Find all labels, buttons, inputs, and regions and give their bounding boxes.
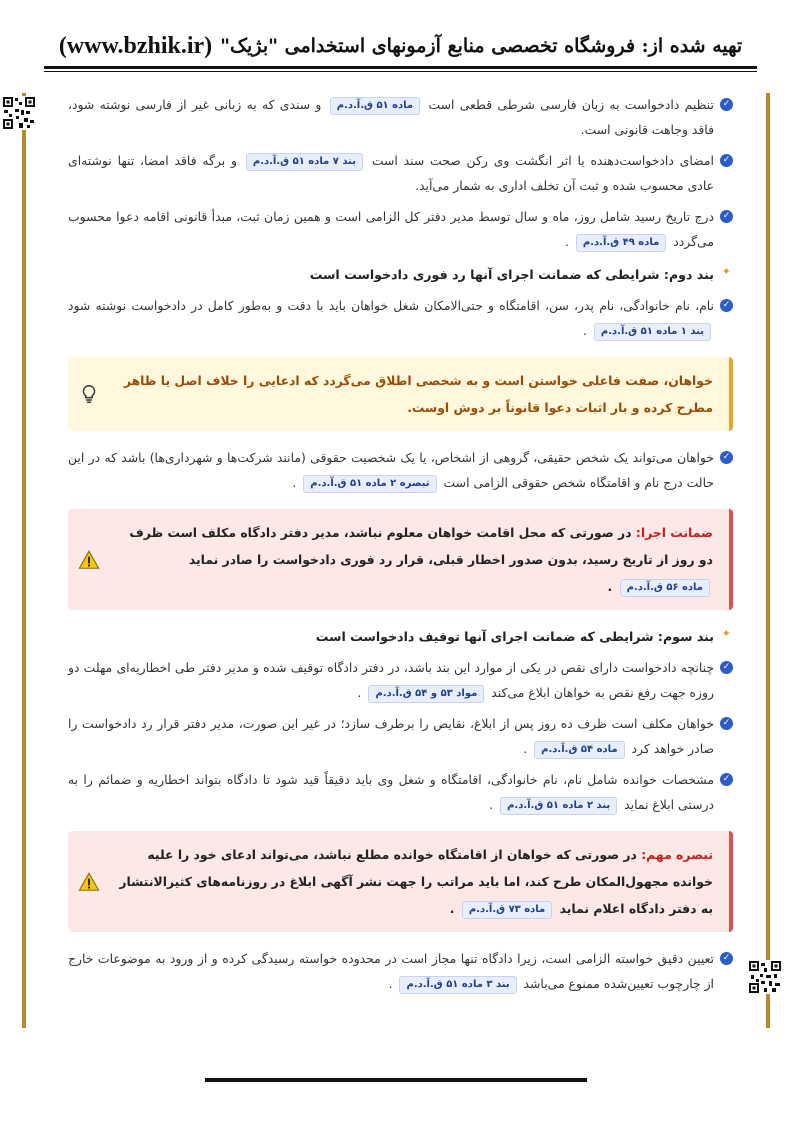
header-rule	[44, 66, 757, 69]
list-item: ✓ خواهان مکلف است ظرف ده روز پس از ابلاغ، نقایص را برطرف سازد؛ در غیر این صورت، مدیر دفتر قرار رد دادخواست را صادر خواهد کرد ماده ۵۴ ق.آ.د.م .	[68, 711, 733, 761]
law-reference-badge: ماده ۵۱ ق.آ.د.م	[330, 97, 420, 115]
warning-triangle-icon	[78, 549, 100, 571]
frame-right-border	[766, 93, 770, 1028]
list-item: ✓ مشخصات خوانده شامل نام، نام خانوادگی، اقامتگاه و شغل وی باید دقیقاً قید شود تا دادگاه بتواند اخطاریه و ضمائم را به درستی ابلاغ نماید بند ۲ ماده ۵۱ ق.آ.د.م .	[68, 767, 733, 817]
warning-triangle-icon	[78, 871, 100, 893]
law-reference-badge: مواد ۵۳ و ۵۴ ق.آ.د.م	[368, 685, 484, 703]
footer-rule	[205, 1078, 587, 1082]
list-item: ✓ خواهان می‌تواند یک شخص حقیقی، گروهی از اشخاص، یا یک شخصیت حقوقی (مانند شرکت‌ها و شهرداری‌ها) باشد که در این حالت درج نام و اقامتگاه شخص حقوقی الزامی است تبصره ۲ ماده ۵۱ ق.آ.د.م .	[68, 445, 733, 495]
check-circle-icon: ✓	[720, 154, 733, 167]
list-item: ✓ درج تاریخ رسید شامل روز، ماه و سال توسط مدیر دفتر کل الزامی است و همین زمان ثبت، مبدأ قانونی اقامه دعوا محسوب می‌گردد ماده ۴۹ ق.آ.د.م .	[68, 204, 733, 254]
section-heading: ✦ بند سوم: شرایطی که ضمانت اجرای آنها توقیف دادخواست است	[68, 624, 733, 649]
check-circle-icon: ✓	[720, 952, 733, 965]
check-circle-icon: ✓	[720, 661, 733, 674]
warning-label: تبصره مهم:	[641, 847, 713, 862]
law-reference-badge: بند ۳ ماده ۵۱ ق.آ.د.م	[399, 976, 516, 994]
warning-callout: تبصره مهم: در صورتی که خواهان از اقامتگاه خوانده مطلع نباشد، می‌تواند ادعای خود را علیه خوانده مجهول‌المکان طرح کند، اما باید مراتب را جهت نشر آگهی ابلاغ در روزنامه‌های کثیرالانتشار به دفتر دادگاه اعلام نماید ماده ۷۳ ق.آ.د.م .	[68, 831, 733, 932]
law-reference-badge: ماده ۷۳ ق.آ.د.م	[462, 901, 552, 919]
list-item: ✓ امضای دادخواست‌دهنده یا اثر انگشت وی رکن صحت سند است بند ۷ ماده ۵۱ ق.آ.د.م و برگه فاقد امضا، تنها نوشته‌ای عادی محسوب شده و ثبت آن تخلف اداری به شمار می‌آید.	[68, 148, 733, 198]
law-reference-badge: بند ۷ ماده ۵۱ ق.آ.د.م	[246, 153, 363, 171]
law-reference-badge: بند ۲ ماده ۵۱ ق.آ.د.م	[500, 797, 617, 815]
page-header	[44, 26, 757, 66]
qr-code-icon	[2, 96, 36, 130]
section-heading: ✦ بند دوم: شرایطی که ضمانت اجرای آنها رد فوری دادخواست است	[68, 262, 733, 287]
tip-callout: خواهان، صفت فاعلی خواستن است و به شخصی اطلاق می‌گردد که ادعایی را خلاف اصل یا ظاهر مطرح کرده و بار اثبات دعوا قانوناً بر دوش اوست.	[68, 357, 733, 431]
check-circle-icon: ✓	[720, 299, 733, 312]
header-url[interactable]: (www.bzhik.ir)	[58, 32, 213, 59]
list-item: ✓ تعیین دقیق خواسته الزامی است، زیرا دادگاه تنها مجاز است در محدوده خواسته رسیدگی کرده و از ورود به موضوعات خارج از چارچوب تعیین‌شده ممنوع می‌باشد بند ۳ ماده ۵۱ ق.آ.د.م .	[68, 946, 733, 996]
law-reference-badge: ماده ۵۶ ق.آ.د.م	[620, 579, 710, 597]
lightbulb-icon	[78, 383, 100, 405]
warning-label: ضمانت اجرا:	[635, 525, 713, 540]
document-body	[68, 92, 733, 1002]
law-reference-badge: ماده ۴۹ ق.آ.د.م	[576, 234, 666, 252]
list-item: ✓ تنظیم دادخواست به زبان فارسی شرطی قطعی است ماده ۵۱ ق.آ.د.م و سندی که به زبانی غیر از فارسی نوشته شود، فاقد وجاهت قانونی است.	[68, 92, 733, 142]
header-title: تهیه شده از: فروشگاه تخصصی منابع آزمونهای استخدامی "بژیک"	[220, 35, 743, 57]
check-circle-icon: ✓	[720, 451, 733, 464]
star-bullet-icon: ✦	[721, 265, 731, 278]
list-item: ✓ نام، نام خانوادگی، نام پدر، سن، اقامتگاه و حتی‌الامکان شغل خواهان باید با دقت و به‌طور کامل در دادخواست نوشته شود بند ۱ ماده ۵۱ ق.آ.د.م .	[68, 293, 733, 343]
check-circle-icon: ✓	[720, 717, 733, 730]
list-item: ✓ چنانچه دادخواست دارای نقص در یکی از موارد این بند باشد، در دفتر دادگاه توقیف شده و مدیر دفتر طی اخطاریه‌ای مهلت دو روزه جهت رفع نقص به خواهان ابلاغ می‌کند مواد ۵۳ و ۵۴ ق.آ.د.م .	[68, 655, 733, 705]
frame-left-border	[22, 93, 26, 1028]
warning-callout: ضمانت اجرا: در صورتی که محل اقامت خواهان معلوم نباشد، مدیر دفتر دادگاه مکلف است ظرف دو روز از تاریخ رسید، بدون صدور اخطار قبلی، قرار رد فوری دادخواست را صادر نماید ماده ۵۶ ق.آ.د.م .	[68, 509, 733, 610]
check-circle-icon: ✓	[720, 98, 733, 111]
star-bullet-icon: ✦	[721, 627, 731, 640]
law-reference-badge: بند ۱ ماده ۵۱ ق.آ.د.م	[594, 323, 711, 341]
law-reference-badge: ماده ۵۴ ق.آ.د.م	[534, 741, 624, 759]
qr-code-icon	[748, 960, 782, 994]
header-rule-thin	[44, 71, 757, 72]
check-circle-icon: ✓	[720, 773, 733, 786]
check-circle-icon: ✓	[720, 210, 733, 223]
law-reference-badge: تبصره ۲ ماده ۵۱ ق.آ.د.م	[303, 475, 436, 493]
